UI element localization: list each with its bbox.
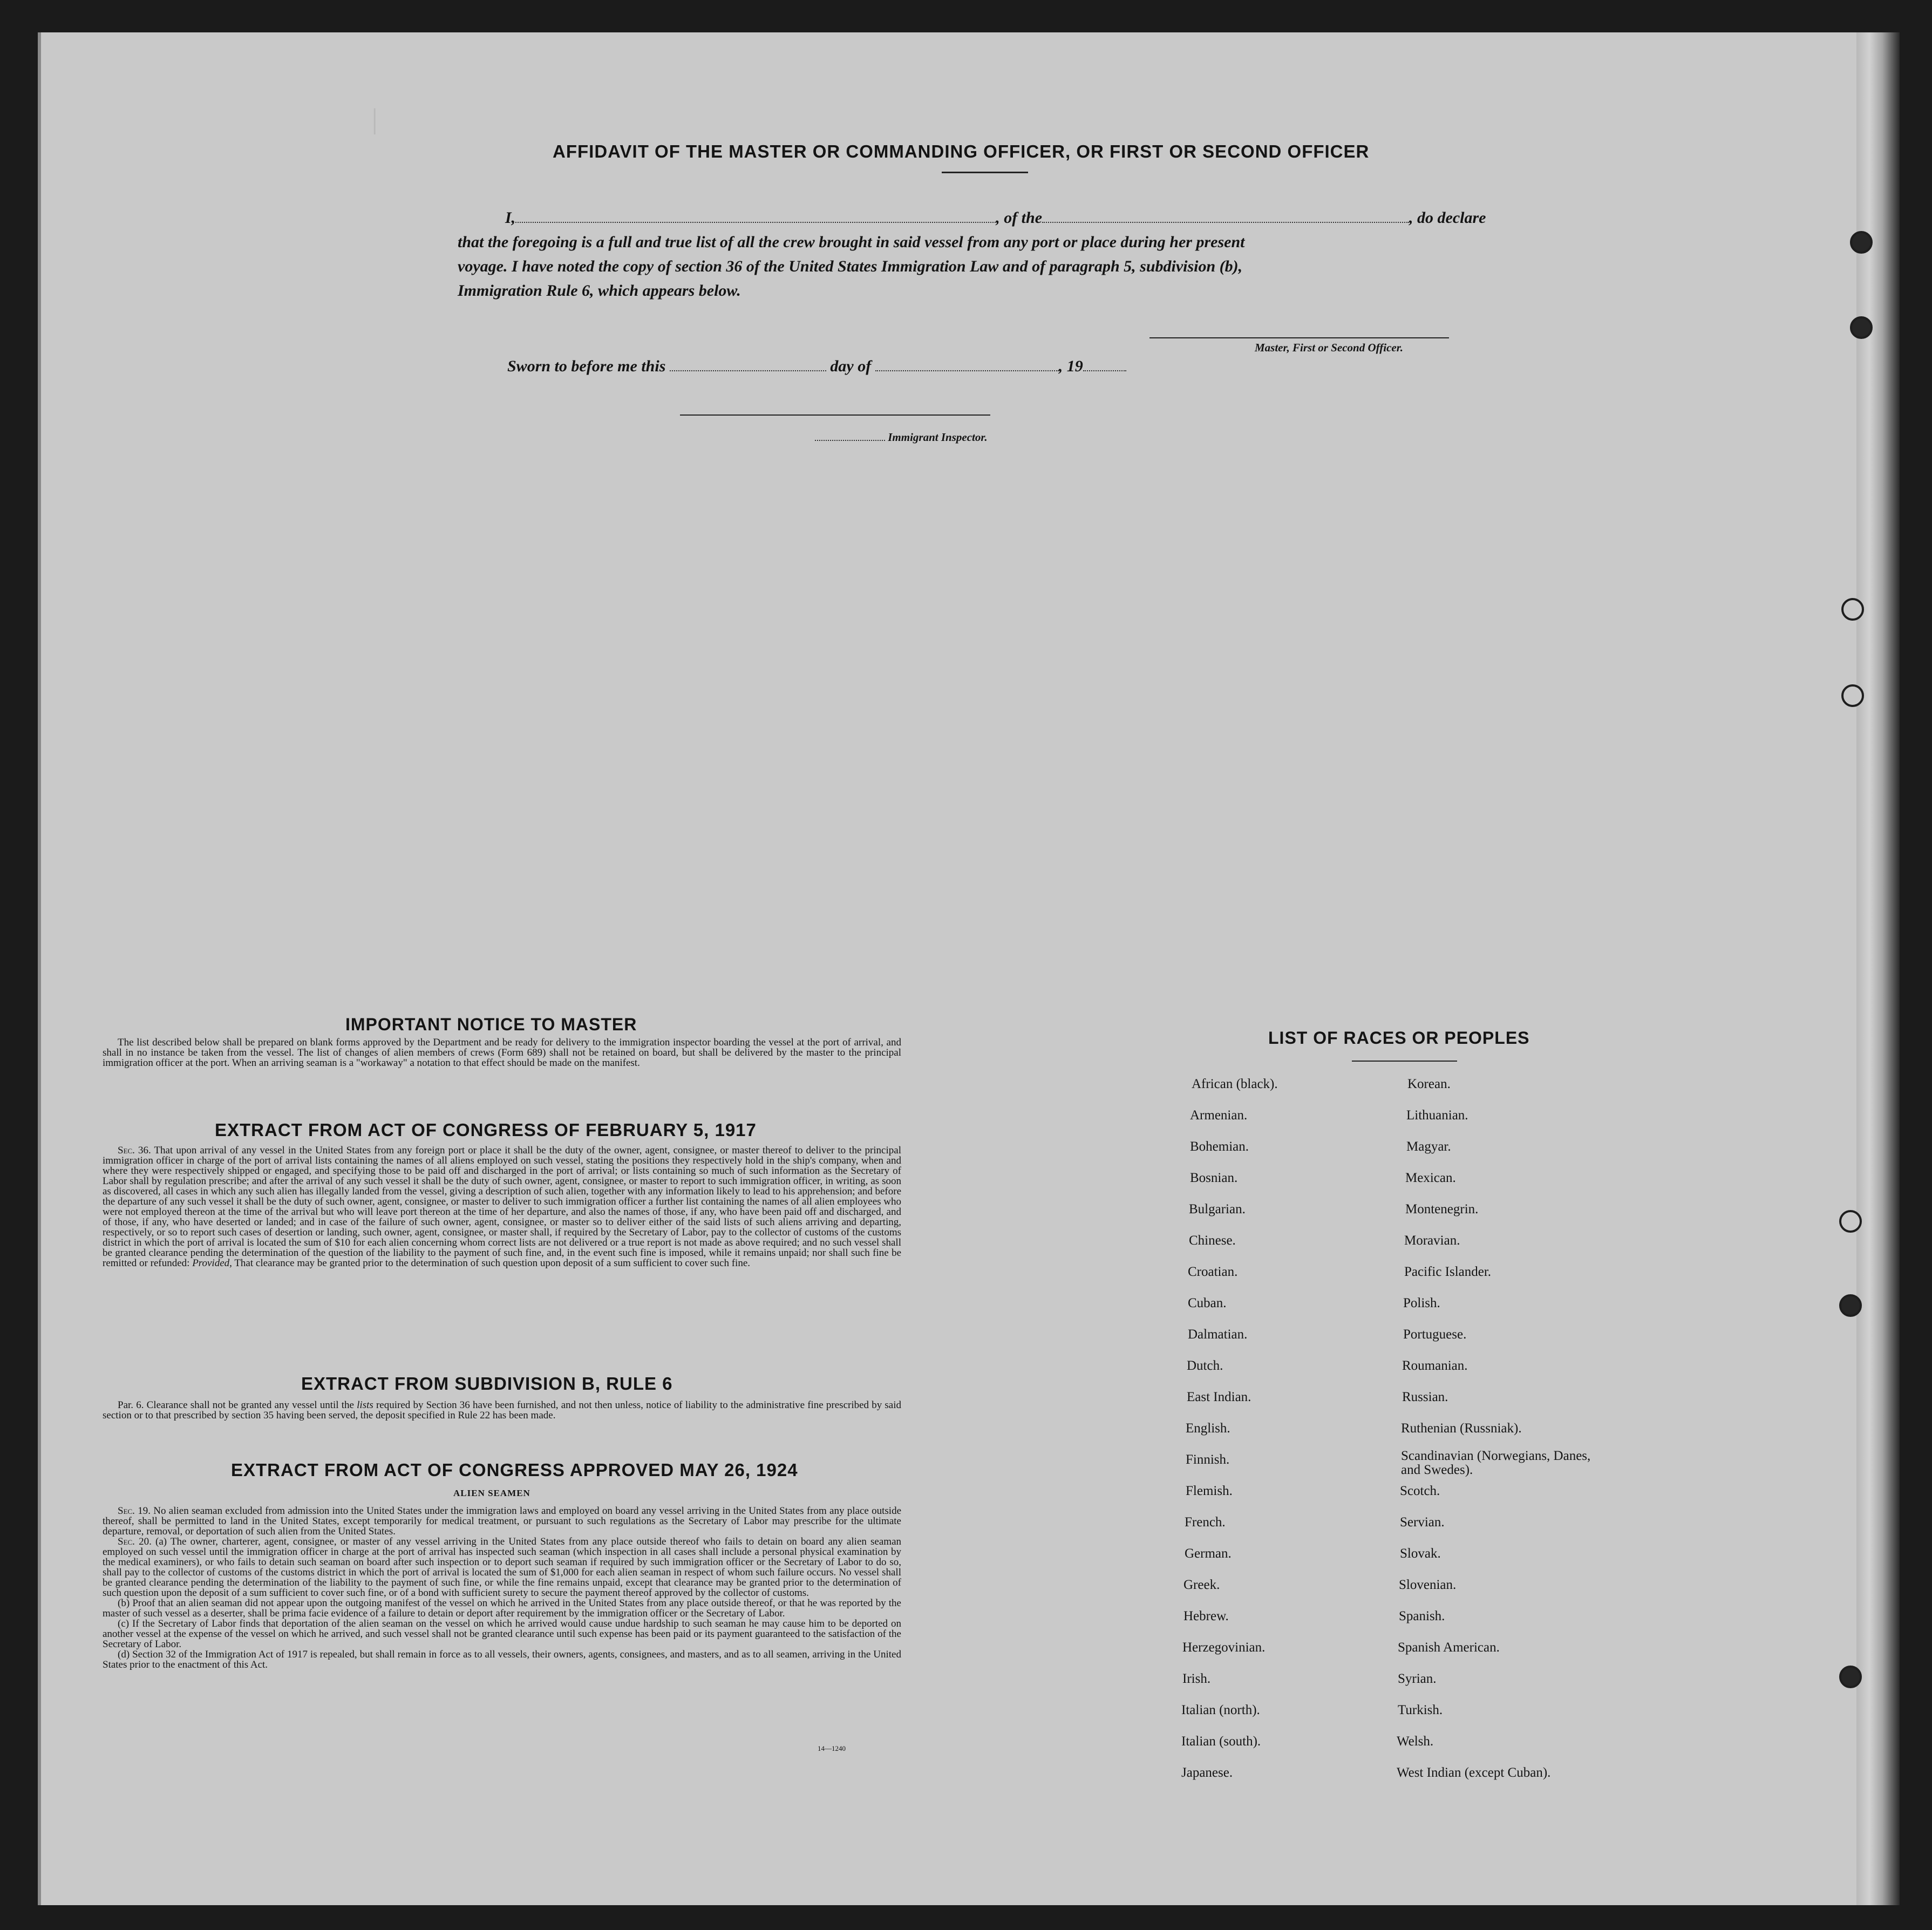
sec19-label: Sec. 19.	[118, 1505, 151, 1517]
binder-hole	[1850, 316, 1873, 339]
notice-title: IMPORTANT NOTICE TO MASTER	[345, 1015, 637, 1034]
page-edge	[1856, 32, 1900, 1905]
sec19-body: No alien seaman excluded from admission into the United States under the immigration laws and employed on board any vessel arriving in the United States from any place outside thereof, shall be permitted to land in the United States, except temporarily for medical treatment, or pursuant to such regulations as the Secretary of Labor may prescribe for the ultimate departure, removal, or deportation of such alien from the United States.	[103, 1505, 901, 1537]
sec36-label: Sec. 36.	[118, 1145, 151, 1156]
sec20-label: Sec. 20.	[118, 1536, 152, 1547]
signature-line[interactable]	[1149, 337, 1449, 338]
alien-seamen-subtitle: ALIEN SEAMEN	[453, 1488, 530, 1498]
affidavit-line-2: that the foregoing is a full and true list of all the crew brought in said vessel from any port or place during her present	[458, 233, 1245, 251]
sworn-year-field[interactable]	[1083, 370, 1126, 371]
form-number: 14—1240	[818, 1744, 846, 1752]
rule6-text-a: Par. 6. Clearance shall not be granted any vessel until the	[118, 1399, 354, 1411]
race-item: Polish.	[1403, 1296, 1440, 1310]
race-item: Slovenian.	[1399, 1578, 1457, 1592]
affidavit-line-3: voyage. I have noted the copy of section 36 of the United States Immigration Law and of paragraph 5, subdivision (b),	[458, 257, 1243, 275]
sworn-day-of: day of	[830, 357, 872, 375]
sworn-line	[507, 356, 1126, 377]
binder-hole	[1839, 1666, 1862, 1688]
race-item: Roumanian.	[1402, 1358, 1468, 1373]
sec20a-body: (a) The owner, charterer, agent, consignee, or master of any vessel arriving in the United States from any place outside thereof who fails to detain on board any alien seaman employed on such vessel until the immigration officer in charge at the port of arrival has inspected such seaman (which inspection in all cases shall include a personal physical examination by the medical examiners), or who fails to detain such seaman on board after such inspection or to deport such seaman if required by such immigration officer or the Secretary of Labor to do so, shall pay to the collector of customs of the customs district in which the port of arrival is located the sum of $1,000 for each alien seaman in respect of whom such failure occurs. No vessel shall be granted clearance pending the determination of the liability to the payment of such fine, or while the fine remains unpaid, except that clearance may be granted prior to the determination of such question upon the deposit of a sum sufficient to cover such fine, or of a bond with sufficient surety to secure the payment thereof approved by the collector of customs.	[103, 1536, 902, 1599]
sec20b-text: (b) Proof that an alien seaman did not appear upon the outgoing manifest of the vessel on which he arrived in the United States from any place outside thereof, or that he was reported by the master of such vessel as a deserter, shall be prima facie evidence of a failure to detain or deport after requirement by the immigration officer or the Secretary of Labor.	[103, 1598, 901, 1619]
master-caption: Master, First or Second Officer.	[1255, 341, 1403, 354]
race-item: Dutch.	[1187, 1358, 1223, 1373]
proviso-text: That clearance may be granted prior to the determination of such question upon deposit of a sum sufficient to cover such fine.	[234, 1258, 750, 1269]
affidavit-title: AFFIDAVIT OF THE MASTER OR COMMANDING OFFICER, OR FIRST OR SECOND OFFICER	[553, 141, 1370, 161]
race-item: Chinese.	[1189, 1233, 1236, 1248]
sworn-prefix: Sworn to before me this	[507, 357, 666, 375]
bleed-through: │	[367, 108, 383, 133]
binder-hole	[1839, 1294, 1862, 1317]
extract-rule6-body	[103, 1400, 901, 1421]
race-item: Scotch.	[1400, 1484, 1440, 1498]
race-item: Italian (north).	[1181, 1703, 1260, 1717]
affidavit-line-4: Immigration Rule 6, which appears below.	[458, 282, 741, 300]
sworn-day-field[interactable]	[670, 370, 826, 371]
race-item: Spanish American.	[1398, 1640, 1500, 1655]
race-item: Slovak.	[1400, 1546, 1441, 1561]
sec20a-text	[103, 1537, 901, 1598]
sec19-text	[103, 1506, 901, 1537]
race-item: West Indian (except Cuban).	[1397, 1765, 1551, 1780]
inspector-field[interactable]	[815, 440, 885, 441]
divider	[1352, 1061, 1457, 1062]
race-item: French.	[1185, 1515, 1226, 1530]
inspector-caption: Immigrant Inspector.	[888, 431, 988, 444]
race-item: Croatian.	[1188, 1265, 1238, 1279]
race-item: Finnish.	[1186, 1452, 1230, 1467]
race-item: African (black).	[1192, 1077, 1278, 1091]
race-item: Greek.	[1183, 1578, 1220, 1592]
affidavit-line-1	[505, 208, 1486, 228]
race-item: Korean.	[1407, 1077, 1451, 1091]
race-item: Bohemian.	[1190, 1139, 1249, 1154]
rule6-lists: lists	[357, 1399, 373, 1411]
affidavit-i: I,	[505, 209, 516, 227]
sworn-month-field[interactable]	[875, 370, 1059, 371]
race-item: German.	[1185, 1546, 1232, 1561]
binder-hole	[1841, 684, 1864, 707]
race-item: Armenian.	[1190, 1108, 1248, 1123]
binder-hole	[1839, 1210, 1862, 1233]
race-item: Hebrew.	[1183, 1609, 1229, 1623]
race-item: Cuban.	[1188, 1296, 1227, 1310]
divider	[942, 172, 1028, 173]
race-item: Lithuanian.	[1406, 1108, 1468, 1123]
race-item: Ruthenian (Russniak).	[1401, 1421, 1522, 1436]
race-item: Servian.	[1400, 1515, 1445, 1530]
race-item: Welsh.	[1397, 1734, 1434, 1749]
race-item: Magyar.	[1406, 1139, 1451, 1154]
race-item: Scandinavian (Norwegians, Danes, and Swedes).	[1401, 1449, 1591, 1477]
extract-1924-title: EXTRACT FROM ACT OF CONGRESS APPROVED MAY 26, 1924	[231, 1460, 798, 1480]
extract-1917-body	[103, 1145, 901, 1268]
rule6-text	[103, 1400, 901, 1421]
affidavit-of-the: , of the	[996, 209, 1043, 227]
name-field[interactable]	[515, 222, 996, 223]
sec20c-text: (c) If the Secretary of Labor finds that deportation of the alien seaman on the vessel on which he arrived would cause undue hardship to such seaman he may cause him to be deported on another vessel at the expense of the vessel on which he arrived, and such vessel shall not be granted clearance until such expense has been paid or its payment guaranteed to the satisfaction of the Secretary of Labor.	[103, 1618, 901, 1650]
sworn-year: , 19	[1058, 357, 1083, 375]
race-item: Moravian.	[1404, 1233, 1460, 1248]
race-item: East Indian.	[1187, 1390, 1251, 1404]
race-item: Italian (south).	[1181, 1734, 1261, 1749]
race-item: Turkish.	[1398, 1703, 1443, 1717]
race-item: Syrian.	[1398, 1671, 1437, 1686]
sec20d-text: (d) Section 32 of the Immigration Act of 1917 is repealed, but shall remain in force as to all vessels, their owners, agents, consignees, and masters, and as to all seamen, arriving in the United States prior to the enactment of this Act.	[103, 1649, 901, 1670]
race-item: Bulgarian.	[1189, 1202, 1246, 1217]
affidavit-declare: , do declare	[1409, 209, 1486, 227]
race-item: Dalmatian.	[1188, 1327, 1248, 1342]
race-item: Russian.	[1402, 1390, 1448, 1404]
extract-1917-title: EXTRACT FROM ACT OF CONGRESS OF FEBRUARY 5, 1917	[215, 1120, 757, 1140]
binder-hole	[1841, 598, 1864, 621]
race-item: Montenegrin.	[1405, 1202, 1479, 1217]
sec36-text	[103, 1145, 901, 1268]
inspector-line	[815, 431, 988, 444]
rule6-text-b: required by Section 36 have been furnished, and not then unless, notice of liability to the administrative fine prescribed by said section or to that prescribed by section 35 having been served, the deposit specified in Rule 22 has been made.	[103, 1399, 902, 1421]
race-item: Spanish.	[1399, 1609, 1445, 1623]
extract-rule6-title: EXTRACT FROM SUBDIVISION B, RULE 6	[301, 1374, 673, 1394]
sec36-body: That upon arrival of any vessel in the United States from any foreign port or place it shall be the duty of the owner, agent, consignee, or master thereof to deliver to the principal immigration officer in charge of the port of arrival lists containing the names of all aliens employed on such vessel, stating the positions they respectively hold in the ship's company, when and where they were respectively shipped or engaged, and specifying those to be paid off and discharged in the port of arrival; or lists containing so much of such information as the Secretary of Labor shall by regulation prescribe; and after the arrival of any such vessel it shall be the duty of such owner, agent, consignee, or master to report to such immigration officer, in writing, as soon as discovered, all cases in which any such alien has illegally landed from the vessel, giving a description of such alien, together with any information likely to lead to his apprehension; and before the departure of any such vessel it shall be the duty of such owner, agent, consignee, or master to deliver to such immigration officer a further list containing the names of all alien employees who were not employed thereon at the time of the arrival but who will leave port thereon at the time of her departure, and also the names of those, if any, who have been paid off and discharged, and of those, if any, who have deserted or landed; and in case of the failure of such owner, agent, consignee, or master so to deliver either of the said lists of such aliens arriving and departing, respectively, or so to report such cases of desertion or landing, such owner, agent, consignee, or master shall, if required by the Secretary of Labor, pay to the collector of customs of the customs district in which the port of arrival is located the sum of $10 for each alien concerning whom correct lists are not delivered or a true report is not made as above required; and no such vessel shall be granted clearance pending the determination of the question of the liability to the payment of such fine, and, in the event such fine is imposed, while it remains unpaid; nor shall such fine be remitted or refunded:	[103, 1145, 901, 1269]
race-item: Portuguese.	[1403, 1327, 1467, 1342]
race-item: Japanese.	[1181, 1765, 1233, 1780]
extract-1924-body	[103, 1506, 901, 1670]
race-item: Irish.	[1182, 1671, 1211, 1686]
binder-hole	[1850, 231, 1873, 254]
race-item: Mexican.	[1405, 1171, 1456, 1185]
race-item: Herzegovinian.	[1182, 1640, 1266, 1655]
vessel-field[interactable]	[1042, 222, 1409, 223]
races-title: LIST OF RACES OR PEOPLES	[1268, 1028, 1530, 1048]
notice-body	[103, 1037, 901, 1068]
notice-text: The list described below shall be prepared on blank forms approved by the Department and be ready for delivery to the immigration inspector boarding the vessel at the port of arrival, and shall in no instance be taken from the vessel. The list of changes of alien members of crews (Form 689) shall not be retained on board, but shall be delivered by the master to the principal immigration officer at the port. When an arriving seaman is a "workaway" a notation to that effect should be made on the manifest.	[103, 1037, 901, 1069]
race-item: Pacific Islander.	[1404, 1265, 1492, 1279]
race-item: Flemish.	[1186, 1484, 1233, 1498]
race-item: English.	[1186, 1421, 1230, 1436]
inspector-signature-line[interactable]	[680, 414, 990, 416]
proviso-label: Provided,	[192, 1258, 232, 1269]
race-item: Bosnian.	[1190, 1171, 1238, 1185]
